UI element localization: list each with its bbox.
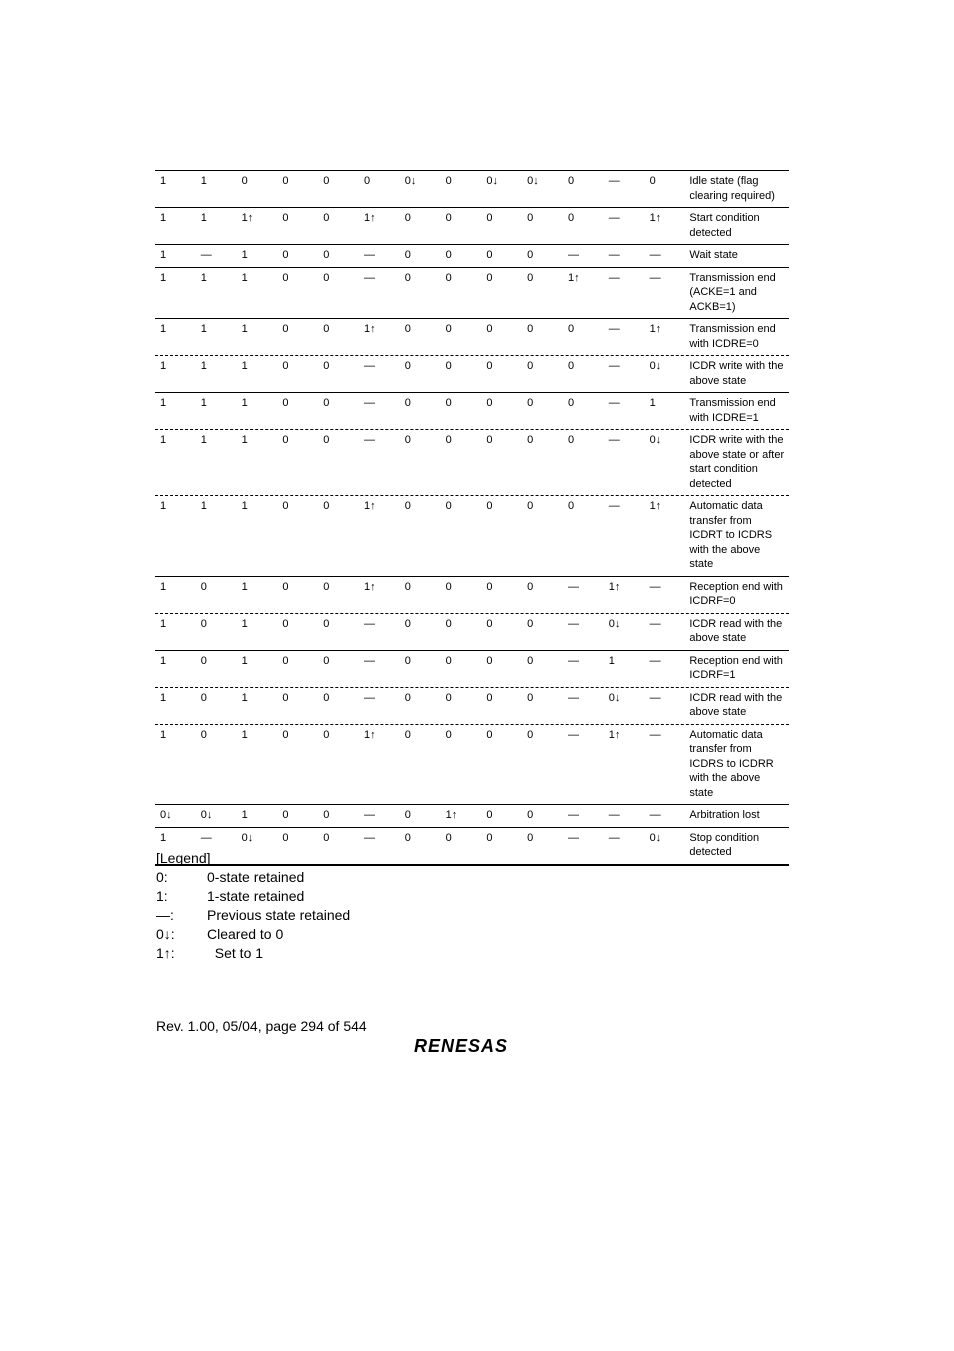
table-cell: 0 (282, 728, 289, 741)
table-cell: 0 (486, 397, 493, 409)
table-cell: 0 (323, 249, 330, 261)
table-cell: 0 (527, 500, 534, 512)
table-cell: 0 (200, 617, 207, 630)
table-cell: 0 (282, 360, 289, 372)
table-cell: 0 (404, 654, 411, 667)
table-cell: — (363, 831, 375, 844)
table-cell: 0↓ (241, 831, 254, 844)
state-description: Stop condition detected (689, 831, 760, 858)
table-cell: 1 (160, 654, 167, 667)
table-cell: 0 (282, 249, 289, 261)
table-cell: 0 (282, 580, 289, 593)
state-description: ICDR read with the above state (689, 617, 783, 644)
table-cell: 0↓ (649, 434, 662, 446)
table-cell: 1 (200, 175, 207, 187)
table-cell: 0 (323, 691, 330, 704)
table-cell: 1↑ (363, 580, 376, 593)
table-cell: 0 (363, 175, 371, 187)
table-cell: 0 (282, 654, 289, 667)
table-cell: — (649, 271, 661, 284)
table-cell: — (363, 271, 375, 284)
state-description: Reception end with ICDRF=1 (689, 654, 783, 681)
table-cell: 0 (323, 175, 330, 187)
table-cell: — (649, 809, 661, 821)
table-cell: — (363, 434, 375, 446)
table-cell: 0 (323, 323, 330, 335)
state-description: Transmission end with ICDRE=0 (689, 323, 776, 350)
table-cell: 1 (200, 434, 207, 446)
table-cell: 1 (241, 617, 248, 630)
table-cell: 1↑ (608, 728, 621, 741)
logo-text: RENESAS (414, 1036, 509, 1056)
table-cell: 0 (404, 212, 411, 224)
table-cell: 0 (527, 397, 534, 409)
state-description: ICDR write with the above state or after start condition detected (689, 434, 785, 490)
table-cell: 0↓ (200, 809, 213, 821)
table-cell: 0 (323, 434, 330, 446)
table-cell: — (649, 580, 661, 593)
table-cell: 0 (200, 654, 207, 667)
table-row (155, 244, 789, 267)
table-cell: 1 (160, 249, 167, 261)
table-cell: 1 (160, 500, 167, 512)
table-cell: 0 (241, 175, 248, 187)
table-cell: 1 (160, 397, 167, 409)
table-cell: 1 (241, 323, 248, 335)
table-cell: 0↓ (527, 175, 539, 187)
table-cell: 1↑ (649, 500, 662, 512)
table-cell: 0 (486, 212, 493, 224)
table-cell: 0 (282, 397, 289, 409)
table-cell: 0 (282, 175, 289, 187)
table-cell: — (567, 831, 579, 844)
table-cell: 1 (160, 434, 167, 446)
table-cell: 0 (323, 654, 330, 667)
table-cell: — (363, 397, 375, 409)
table-cell: 1 (241, 434, 248, 446)
table-row (155, 804, 789, 827)
table-cell: 1 (200, 271, 207, 284)
table-row (155, 724, 789, 805)
table-cell: 1↑ (445, 809, 458, 821)
legend-key: 0↓: (156, 926, 175, 942)
table-cell: 0 (445, 212, 452, 224)
page-footer: Rev. 1.00, 05/04, page 294 of 544 (156, 1018, 367, 1034)
table-cell: 0↓ (649, 360, 662, 372)
state-description: ICDR write with the above state (689, 360, 784, 387)
state-description: ICDR read with the above state (689, 691, 783, 718)
table-cell: 0 (404, 831, 411, 844)
table-row (155, 687, 789, 724)
table-row (155, 495, 789, 576)
table-cell: 1 (241, 397, 248, 409)
table-cell: 1↑ (649, 323, 662, 335)
table-cell: 0 (445, 728, 452, 741)
table-cell: 0 (282, 831, 289, 844)
table-cell: 0 (527, 654, 534, 667)
table-cell: 0 (323, 580, 330, 593)
table-cell: 1 (160, 831, 167, 844)
table-cell: 1 (649, 397, 656, 409)
table-cell: — (200, 831, 212, 844)
table-row (155, 207, 789, 244)
legend-item (156, 887, 350, 906)
table-cell: 0↓ (649, 831, 662, 844)
table-cell: 1↑ (363, 212, 376, 224)
table-cell: 0 (486, 323, 493, 335)
table-cell: 0 (527, 212, 534, 224)
table-cell: 0 (200, 728, 207, 741)
state-description: Start condition detected (689, 212, 760, 239)
table-cell: 0 (404, 360, 411, 372)
table-cell: — (567, 728, 579, 741)
table-cell: — (567, 809, 579, 821)
table-cell: 0↓ (608, 691, 621, 704)
table-cell: 0 (323, 397, 330, 409)
state-description: Arbitration lost (689, 809, 760, 821)
table-cell: 0 (486, 500, 493, 512)
table-cell: 0 (282, 271, 289, 284)
table-cell: 0 (567, 360, 575, 372)
table-cell: 0 (200, 580, 207, 593)
table-cell: 1 (241, 360, 248, 372)
table-cell: — (608, 175, 620, 187)
table-cell: 0 (527, 360, 534, 372)
table-cell: — (567, 654, 579, 667)
table-cell: 0 (282, 500, 289, 512)
table-cell: 0 (323, 617, 330, 630)
table-cell: — (608, 434, 620, 446)
legend-item (156, 868, 350, 887)
table-cell: 0 (527, 434, 534, 446)
renesas-logo (414, 1036, 534, 1056)
table-row (155, 650, 789, 687)
table-cell: 0 (445, 580, 452, 593)
table-cell: 1 (241, 654, 248, 667)
table-cell: 0 (404, 500, 411, 512)
table-cell: 0 (323, 500, 330, 512)
table-cell: 0 (486, 691, 493, 704)
table-cell: — (200, 249, 212, 261)
table-row (155, 392, 789, 429)
legend-text: Previous state retained (207, 907, 351, 923)
table-cell: 1↑ (363, 323, 376, 335)
table-cell: 0 (323, 809, 330, 821)
table-cell: 1↑ (363, 500, 376, 512)
table-cell: 1 (200, 360, 207, 372)
table-cell: 0 (323, 831, 330, 844)
state-description: Idle state (flag clearing required) (689, 175, 775, 202)
table-cell: 0 (445, 434, 452, 446)
table-cell: — (649, 617, 661, 630)
table-cell: 1 (160, 580, 167, 593)
table-cell: 0 (486, 434, 493, 446)
table-cell: 0 (445, 360, 452, 372)
table-cell: 0↓ (404, 175, 417, 187)
table-cell: — (363, 249, 375, 261)
table-cell: 0 (486, 654, 493, 667)
legend-text: Set to 1 (207, 945, 264, 961)
table-cell: 1 (241, 580, 248, 593)
legend-title: [Legend] (156, 850, 211, 866)
table-row (155, 613, 789, 650)
table-cell: 0 (445, 617, 452, 630)
table-cell: 1 (200, 323, 207, 335)
table-cell: 0 (567, 212, 575, 224)
table-cell: 0 (282, 323, 289, 335)
table-cell: 0↓ (160, 809, 172, 821)
table-cell: 0 (486, 617, 493, 630)
legend-key: 1: (156, 888, 168, 904)
table-cell: — (608, 831, 620, 844)
table-cell: 0 (445, 500, 452, 512)
legend-item (156, 906, 350, 925)
table-cell: — (608, 212, 620, 224)
table-cell: 0 (486, 580, 493, 593)
table-cell: 0 (567, 500, 575, 512)
table-cell: — (567, 249, 579, 261)
table-cell: 0 (323, 360, 330, 372)
table-cell: 0 (445, 323, 452, 335)
table-cell: 0 (527, 323, 534, 335)
table-cell: 0 (527, 809, 534, 821)
table-row (155, 318, 789, 355)
table-cell: 0 (567, 175, 575, 187)
legend-text: 1-state retained (207, 888, 305, 904)
legend-text: Cleared to 0 (207, 926, 284, 942)
table-cell: 0 (445, 175, 452, 187)
state-table (155, 170, 789, 866)
table-cell: 1 (160, 212, 167, 224)
table-cell: — (363, 809, 375, 821)
table-cell: 0 (445, 654, 452, 667)
table-cell: 0↓ (608, 617, 621, 630)
table-cell: — (608, 397, 620, 409)
state-description: Reception end with ICDRF=0 (689, 580, 783, 607)
legend-text: 0-state retained (207, 869, 305, 885)
table-cell: 0 (445, 691, 452, 704)
table-cell: 0 (527, 617, 534, 630)
table-cell: 0 (486, 831, 493, 844)
table-cell: 0 (282, 809, 289, 821)
table-row (155, 429, 789, 495)
table-cell: 0 (445, 397, 452, 409)
table-cell: 0 (404, 580, 411, 593)
table-cell: 1 (160, 691, 167, 704)
table-cell: 0 (282, 691, 289, 704)
table-cell: 1 (241, 691, 248, 704)
table-cell: 1↑ (608, 580, 621, 593)
table-cell: — (567, 691, 579, 704)
table-cell: 0 (404, 809, 411, 821)
table-cell: 1 (160, 271, 167, 284)
table-cell: 0 (445, 271, 452, 284)
legend-key: —: (156, 907, 174, 923)
table-cell: 0 (404, 249, 411, 261)
table-cell: 1 (241, 500, 248, 512)
table-cell: 1 (160, 617, 167, 630)
table-cell: 0 (282, 434, 289, 446)
legend-key: 1↑: (156, 945, 175, 961)
table-cell: 1 (241, 249, 248, 261)
table-cell: 0 (404, 397, 411, 409)
table-cell: — (649, 249, 661, 261)
table-cell: 1 (200, 212, 207, 224)
table-cell: — (363, 654, 375, 667)
table-cell: — (363, 617, 375, 630)
table-cell: 0 (567, 397, 575, 409)
table-cell: 0 (404, 323, 411, 335)
table-cell: 1 (241, 809, 248, 821)
table-cell: 1↑ (363, 728, 376, 741)
table-cell: 0 (282, 212, 289, 224)
table-cell: 0 (323, 728, 330, 741)
table-cell: 0 (404, 691, 411, 704)
table-cell: 0 (527, 691, 534, 704)
table-cell: 0 (404, 728, 411, 741)
table-cell: 0 (527, 728, 534, 741)
table-cell: 1 (160, 360, 167, 372)
table-row (155, 355, 789, 392)
table-cell: — (608, 249, 620, 261)
table-cell: 0 (404, 617, 411, 630)
table-cell: — (567, 580, 579, 593)
table-cell: 1 (608, 654, 615, 667)
table-cell: 0 (282, 617, 289, 630)
table-cell: 0 (445, 249, 452, 261)
table-cell: 0 (567, 434, 575, 446)
table-cell: 0 (404, 434, 411, 446)
table-cell: 1 (241, 271, 248, 284)
table-cell: 1 (241, 728, 248, 741)
table-cell: — (363, 360, 375, 372)
table-cell: — (608, 323, 620, 335)
table-cell: 1↑ (241, 212, 254, 224)
table-cell: 1 (160, 728, 167, 741)
table-cell: 0 (567, 323, 575, 335)
table-cell: 0 (527, 831, 534, 844)
table-row (155, 267, 789, 319)
table-cell: — (363, 691, 375, 704)
table-cell: 0 (486, 809, 493, 821)
table-cell: — (608, 809, 620, 821)
legend-item (156, 944, 350, 963)
table-row (155, 576, 789, 613)
table-cell: 0 (323, 271, 330, 284)
legend-item (156, 925, 350, 944)
state-description: Wait state (689, 249, 738, 261)
table-cell: 1 (160, 175, 167, 187)
table-cell: 0 (649, 175, 656, 187)
table-row (155, 171, 789, 207)
table-cell: 0 (527, 249, 534, 261)
legend-key: 0: (156, 869, 168, 885)
table-cell: 0 (527, 580, 534, 593)
table-cell: — (608, 271, 620, 284)
table-cell: 1 (200, 397, 207, 409)
table-cell: — (649, 728, 661, 741)
table-cell: 0 (486, 249, 493, 261)
table-cell: 1↑ (649, 212, 662, 224)
table-cell: 0 (445, 831, 452, 844)
table-cell: 0 (404, 271, 411, 284)
table-cell: 0 (486, 271, 493, 284)
legend (156, 849, 350, 963)
table-cell: 0 (323, 212, 330, 224)
table-cell: 0 (486, 360, 493, 372)
table-cell: 1 (200, 500, 207, 512)
table-cell: 1 (160, 323, 167, 335)
table-cell: 0 (527, 271, 534, 284)
state-description: Automatic data transfer from ICDRT to ICDRS with the above state (689, 500, 773, 570)
table-cell: — (608, 500, 620, 512)
table-cell: 0 (486, 728, 493, 741)
state-description: Transmission end (ACKE=1 and ACKB=1) (689, 271, 776, 313)
table-cell: — (649, 691, 661, 704)
table-cell: 1↑ (567, 271, 580, 284)
table-cell: 0↓ (486, 175, 498, 187)
state-description: Transmission end with ICDRE=1 (689, 397, 776, 424)
table-cell: — (567, 617, 579, 630)
table-cell: 0 (200, 691, 207, 704)
table-cell: — (608, 360, 620, 372)
state-description: Automatic data transfer from ICDRS to ICDRR with the above state (689, 728, 774, 799)
table-cell: — (649, 654, 661, 667)
